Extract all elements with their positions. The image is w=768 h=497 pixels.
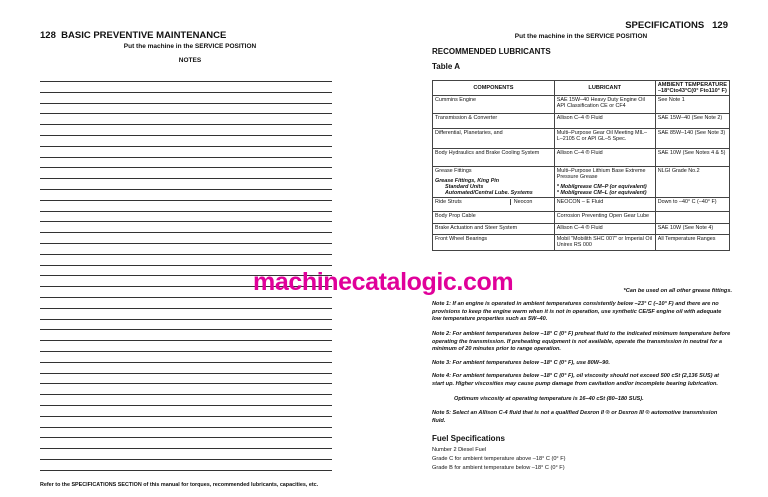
table-row [433,114,730,129]
note-rule-line [40,319,332,320]
note-rule-line [40,81,332,82]
note-rule-line [40,92,332,93]
note-4: Note 4: For ambient temperatures below –18° C (0° F), oil viscosity should not exceed 500 cSt (2,136 SUS) at start up. Higher viscosities may cause pump damage from cavitation and/or incomplete bearing lubrication. [432,373,720,387]
fuel-line: Number 2 Diesel Fuel [432,447,487,453]
note-rule-line [40,362,332,363]
cell-component: Front Wheel Bearings [433,235,555,251]
cell-temp [655,212,729,224]
note-4-optimum: Optimum viscosity at operating temperature is 16–40 cSt (80–180 SUS). [454,396,644,402]
fuel-line: Grade B for ambient temperature below –18° C (0° F) [432,465,565,471]
table-row [433,129,730,149]
header-temperature: AMBIENT TEMPERATURE –18°Cto43°C(0° Fto110° F) [655,81,729,96]
fuel-line: Grade C for ambient temperature above –18° C (0° F) [432,456,566,462]
note-rule-line [40,405,332,406]
table-row [433,96,730,114]
note-rule-line [40,297,332,298]
cell-component: Body Hydraulics and Brake Cooling System [433,149,555,167]
left-page [0,0,372,497]
cell-temp: SAE 10W (See Note 4) [655,224,729,235]
grease-lubricant: Multi–Purpose Lithium Base Extreme Pressure Grease [556,168,646,180]
cell-component: Cummins Engine [433,96,555,114]
cell-component: Brake Actuation and Steer System [433,224,555,235]
note-rule-line [40,448,332,449]
grease-sub-kingpin: Grease Fittings, King Pin [435,178,500,184]
table-row [433,212,730,224]
note-rule-line [40,157,332,158]
note-rule-line [40,103,332,104]
note-rule-line [40,265,332,266]
header-components: COMPONENTS [433,81,555,96]
cell-temp: See Note 1 [655,96,729,114]
left-page-title: BASIC PREVENTIVE MAINTENANCE [61,30,227,41]
note-rule-line [40,470,332,471]
cell-temp: SAE 85W–140 (See Note 3) [655,129,729,149]
note-rule-line [40,329,332,330]
right-page-number: 129 [712,20,728,31]
note-rule-line [40,221,332,222]
note-1: Note 1: If an engine is operated in ambient temperatures consistently below –23° C (–10° F) and there are no provisions to keep the engine warm when it is not in operation, use synthetic CE/SF engine oil with adequate low temperature properties such as 5W–40. [432,301,722,323]
cell-lubricant: Allison C–4 ® Fluid [554,114,655,129]
cell-temp: SAE 15W–40 (See Note 2) [655,114,729,129]
cell-component: Transmission & Converter [433,114,555,129]
note-rule-line [40,459,332,460]
note-rule-line [40,167,332,168]
note-rule-line [40,232,332,233]
cell-lubricant: Multi–Purpose Gear Oil Meeting MIL–L–2105 C or API GL–5 Spec. [554,129,655,149]
header-lubricant: LUBRICANT [554,81,655,96]
note-5: Note 5: Select an Allison C-4 fluid that is not a qualified Dexron II ® or Dexron III ® automotive transmission fluid. [432,410,718,424]
cell-component: Differential, Planetaries, and [433,129,555,149]
right-service-position: Put the machine in the SERVICE POSITION [514,33,648,40]
note-rule-line [40,178,332,179]
right-page-title: SPECIFICATIONS [625,20,705,31]
watermark: machinecatalogic.com [253,268,514,296]
note-rule-line [40,254,332,255]
note-rule-line [40,308,332,309]
table-row-grease [433,167,730,198]
note-rule-line [40,189,332,190]
note-rule-line [40,373,332,374]
grease-sub-standard: Standard Units [445,184,484,190]
star-note: *Can be used on all other grease fittings. [623,288,732,294]
note-rule-line [40,200,332,201]
note-3: Note 3: For ambient temperatures below –18° C (0° F), use 80W–90. [432,360,610,366]
cell-lubricant: Allison C–4 ® Fluid [554,149,655,167]
notes-title: NOTES [178,57,202,64]
cell-lubricant: Mobil "Mobilith SHC 007" or Imperial Oil Unirex RS 000 [554,235,655,251]
fuel-specifications-title: Fuel Specifications [432,434,505,443]
left-service-position: Put the machine in the SERVICE POSITION [123,43,257,50]
cell-temp: All Temperature Ranges [655,235,729,251]
note-rule-line [40,146,332,147]
note-rule-line [40,113,332,114]
note-rule-line [40,351,332,352]
grease-sub-automated: Automated/Central Lube. Systems [445,190,533,196]
grease-component: Grease Fittings [435,168,472,174]
cell-lubricant: NEOCON – E Fluid [554,198,655,212]
note-rule-line [40,383,332,384]
left-page-header [40,30,226,41]
left-page-number: 128 [40,30,56,41]
table-row [433,224,730,235]
table-row [433,198,730,212]
cell-component [433,167,555,198]
right-page-header [625,20,728,31]
note-rule-line [40,135,332,136]
note-2: Note 2: For ambient temperatures below –18° C (0° F) preheat fluid to the indicated minimum temperature before operating the transmission. If preheating equipment is not available, operate the transmission in neutral for a minimum of 20 minutes prior to range operation. [432,331,731,353]
table-row [433,235,730,251]
section-title: RECOMMENDED LUBRICANTS [432,47,551,56]
note-rule-line [40,416,332,417]
cell-lubricant [554,167,655,198]
cell-temp: SAE 10W (See Notes 4 & 5) [655,149,729,167]
note-rule-line [40,340,332,341]
cell-lubricant: Allison C–4 ® Fluid [554,224,655,235]
cell-lubricant: SAE 15W–40 Heavy Duty Engine Oil API Classification CE or CF4 [554,96,655,114]
note-rule-line [40,124,332,125]
cell-temp: NLGI Grade No.2 [655,167,729,198]
cell-component [433,198,555,212]
table-header-row [433,81,730,96]
note-rule-line [40,243,332,244]
cell-temp: Down to –40° C (–40° F) [655,198,729,212]
right-page [400,0,768,497]
grease-star2: * Mobilgrease CM–L (or equivalent) [556,190,647,196]
ride-struts-label: Ride Struts [435,199,462,205]
note-rule-line [40,394,332,395]
grease-star1: * Mobilgrease CM–P (or equivalent) [556,184,647,190]
table-title: Table A [432,62,461,71]
left-footnote: Refer to the SPECIFICATIONS SECTION of this manual for torques, recommended lubricants, capacities, etc. [40,482,319,488]
note-rule-line [40,211,332,212]
note-rule-line [40,427,332,428]
cell-lubricant: Corrosion Preventing Open Gear Lube [554,212,655,224]
note-rule-line [40,437,332,438]
lubricants-table [432,80,730,251]
ride-struts-sub: Neocon [510,199,552,205]
cell-component: Body Prop Cable [433,212,555,224]
table-row [433,149,730,167]
